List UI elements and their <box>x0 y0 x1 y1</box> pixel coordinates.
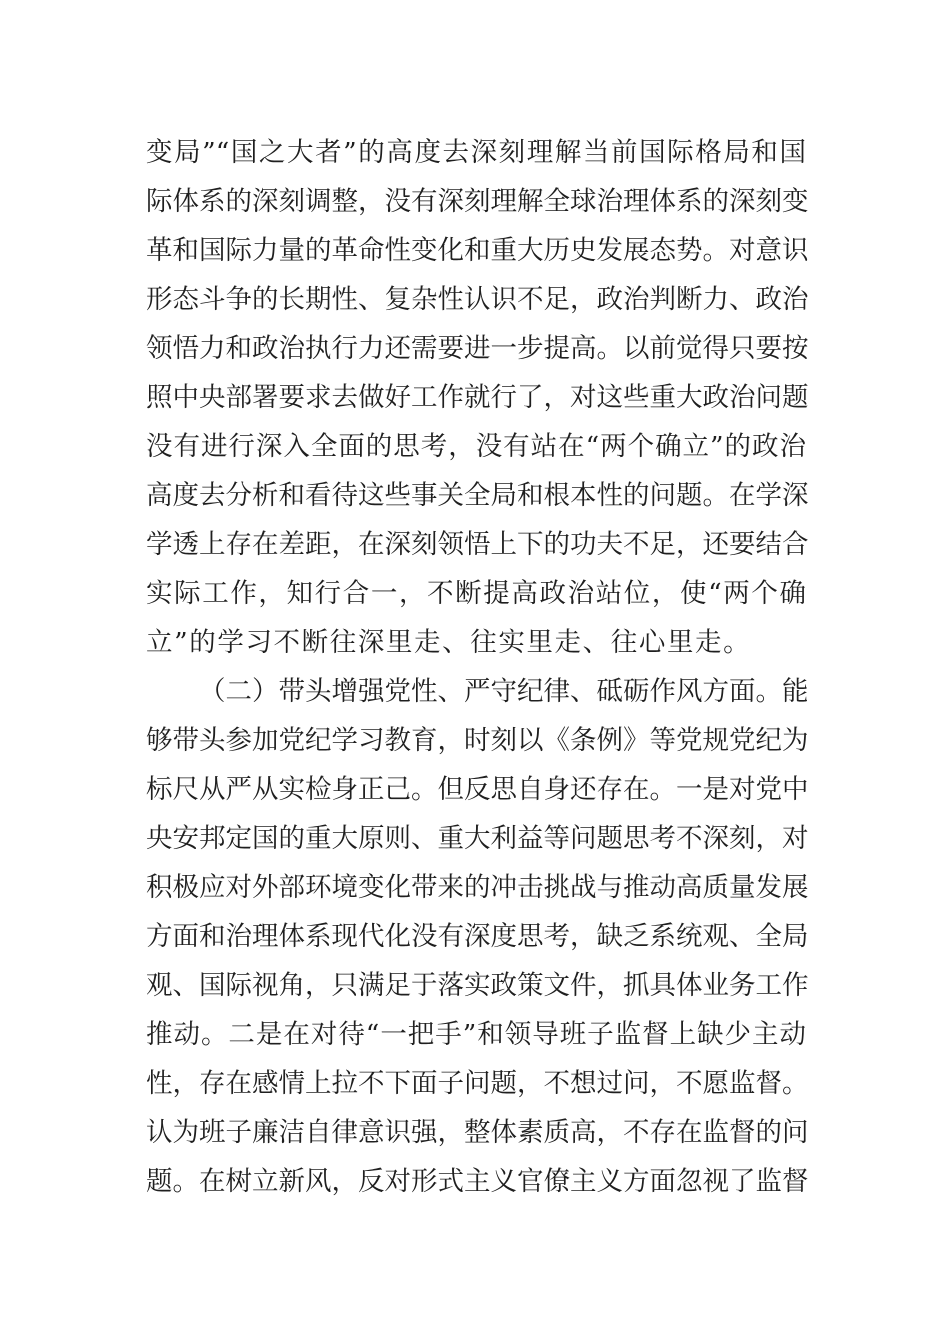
paragraph-1-line-9: 学透上存在差距，在深刻领悟上下的功夫不足，还要结合 <box>146 529 809 560</box>
paragraph-1-line-7: 没有进行深入全面的思考，没有站在“两个确立”的政治 <box>146 431 806 462</box>
paragraph-2-line-3: 标尺从严从实检身正己。但反思自身还存在。一是对党中 <box>146 774 809 805</box>
paragraph-1-line-3: 革和国际力量的革命性变化和重大历史发展态势。对意识 <box>146 235 809 266</box>
paragraph-2-line-5: 积极应对外部环境变化带来的冲击挑战与推动高质量发展 <box>146 872 809 903</box>
paragraph-2-line-10: 认为班子廉洁自律意识强，整体素质高，不存在监督的问 <box>146 1117 809 1148</box>
paragraph-2-line-2: 够带头参加党纪学习教育，时刻以《条例》等党规党纪为 <box>146 725 809 756</box>
paragraph-2-line-8: 推动。二是在对待“一把手”和领导班子监督上缺少主动 <box>146 1019 806 1050</box>
paragraph-1-line-6: 照中央部署要求去做好工作就行了，对这些重大政治问题 <box>146 382 809 413</box>
paragraph-1-line-2: 际体系的深刻调整，没有深刻理解全球治理体系的深刻变 <box>146 186 809 217</box>
paragraph-1-line-4: 形态斗争的长期性、复杂性认识不足，政治判断力、政治 <box>146 284 809 315</box>
paragraph-2-line-11: 题。在树立新风，反对形式主义官僚主义方面忽视了监督 <box>146 1166 809 1197</box>
paragraph-1-line-10: 实际工作，知行合一，不断提高政治站位，使“两个确 <box>146 578 806 609</box>
paragraph-1-line-8: 高度去分析和看待这些事关全局和根本性的问题。在学深 <box>146 480 809 511</box>
paragraph-2-line-4: 央安邦定国的重大原则、重大利益等问题思考不深刻，对 <box>146 823 809 854</box>
paragraph-2-line-9: 性，存在感情上拉不下面子问题，不想过问，不愿监督。 <box>146 1068 809 1099</box>
paragraph-1-line-5: 领悟力和政治执行力还需要进一步提高。以前觉得只要按 <box>146 333 809 364</box>
paragraph-1-line-11: 立”的学习不断往深里走、往实里走、往心里走。 <box>146 627 752 658</box>
paragraph-1-line-1: 变局”“国之大者”的高度去深刻理解当前国际格局和国 <box>146 137 806 168</box>
paragraph-2-line-1: （二）带头增强党性、严守纪律、砥砺作风方面。能 <box>199 676 809 707</box>
paragraph-2-line-7: 观、国际视角，只满足于落实政策文件，抓具体业务工作 <box>146 970 809 1001</box>
paragraph-2-line-6: 方面和治理体系现代化没有深度思考，缺乏系统观、全局 <box>146 921 809 952</box>
